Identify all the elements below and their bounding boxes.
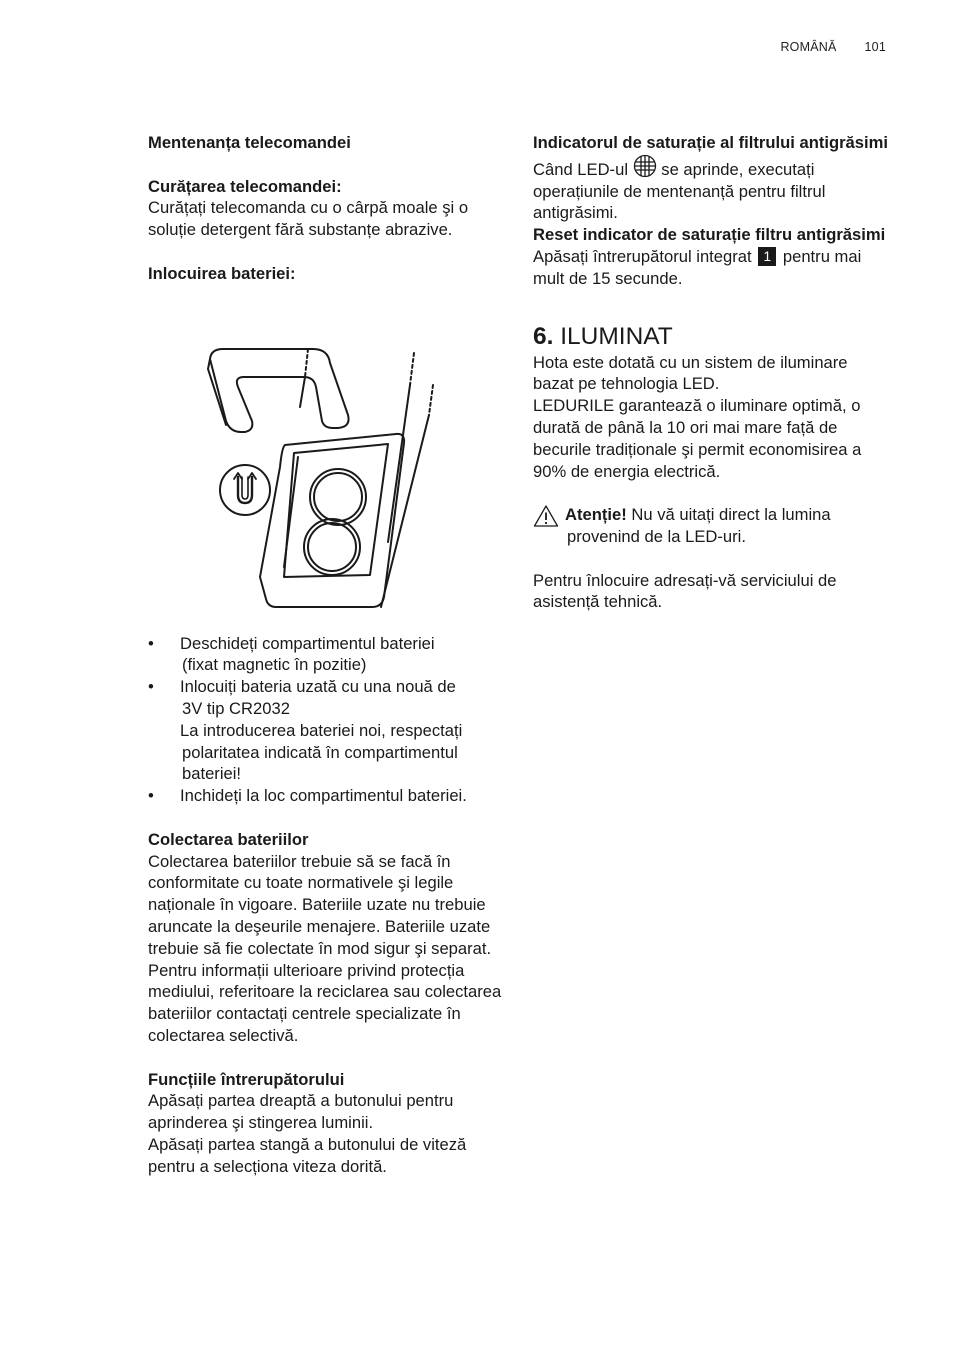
- chapter-number: 6.: [533, 322, 554, 350]
- dashed-guide-line: [429, 385, 433, 415]
- grease-filter-led-icon: [633, 154, 657, 178]
- reset-indicator-title: Reset indicator de saturație filtru antigrăsimi: [533, 225, 886, 245]
- left-column: [148, 132, 508, 1178]
- bullet-2-note-continuation: polaritatea indicată în compartimentul bateriei!: [182, 742, 458, 784]
- page-header: [780, 40, 886, 54]
- list-item: [148, 633, 508, 677]
- warning-label: Atenție!: [565, 505, 627, 525]
- bullet-1-continuation: (fixat magnetic în pozitie): [182, 655, 367, 675]
- cleaning-title: Curățarea telecomandei:: [148, 176, 342, 196]
- reset-indicator-text: [533, 246, 889, 290]
- bullet-3-text: Inchideți la loc compartimentul bateriei.: [180, 786, 467, 806]
- cleaning-text: Curățați telecomanda cu o cârpă moale şi o soluție detergent fără substanțe abrazive.: [148, 198, 469, 240]
- filter-text-after: se aprinde, executați operațiunile de mentenanță pentru filtrul antigrăsimi.: [533, 159, 826, 223]
- bullet-2-note: La introducerea bateriei noi, respectați: [180, 720, 463, 740]
- chapter-heading: [533, 322, 889, 352]
- magnet-symbol: [220, 465, 270, 515]
- battery-title: Inlocuirea bateriei:: [148, 263, 296, 283]
- warning-text-line2: provenind de la LED-uri.: [567, 526, 746, 546]
- warning-text-line1: Nu vă uitați direct la lumina: [631, 505, 831, 525]
- bullet-1-text: Deschideți compartimentul bateriei: [180, 633, 435, 653]
- bullet: •: [148, 786, 154, 806]
- battery-cell-bottom: [304, 519, 360, 575]
- warning-note: [533, 504, 889, 548]
- battery-compartment-drawing: [148, 297, 508, 617]
- maintenance-title: Mentenanța telecomandei: [148, 133, 351, 152]
- bullet: •: [148, 633, 154, 653]
- dashed-guide-line: [410, 353, 414, 385]
- switch-text-2: Apăsați partea stangă a butonului de viteză pentru a selecționa viteza dorită.: [148, 1134, 467, 1176]
- list-item: [148, 676, 508, 785]
- collect-title: Colectarea bateriilor: [148, 829, 309, 849]
- reset-text-after: pentru mai mult de 15 secunde.: [533, 246, 862, 288]
- filter-indicator-title: Indicatorul de saturație al filtrului antigrăsimi: [533, 133, 888, 152]
- remote-battery-illustration: [148, 297, 508, 617]
- collect-text-2: Pentru informații ulterioare privind protecția mediului, referitoare la reciclarea sau colectarea bateriilor contactați centrele specializate în colectarea selectivă.: [148, 960, 502, 1045]
- page-number: 101: [864, 40, 886, 54]
- battery-steps-list: [148, 633, 508, 807]
- lighting-text-1: Hota este dotată cu un sistem de iluminare bazat pe tehnologia LED.: [533, 352, 848, 394]
- collect-text-1: Colectarea bateriilor trebuie să se facă în conformitate cu toate normativele şi legile naționale în vigoare. Bateriile uzate nu trebuie aruncate la deşeurile menajere. Bateriile uzate trebuie să fie colectate în mod sigur şi separat.: [148, 851, 492, 958]
- switch-title: Funcțiile întrerupătorului: [148, 1069, 345, 1089]
- filter-indicator-text: [533, 154, 889, 224]
- bullet: •: [148, 677, 154, 697]
- list-item: [148, 785, 508, 807]
- battery-cover: [210, 349, 349, 432]
- reset-text-before: Apăsați întrerupătorul integrat: [533, 246, 752, 266]
- header-language: ROMÂNĂ: [780, 40, 837, 54]
- warning-triangle-icon: [533, 504, 559, 528]
- bullet-2-text: Inlocuiți bateria uzată cu una nouă de: [180, 677, 456, 697]
- battery-cell-top: [310, 469, 366, 525]
- bullet-2-continuation: 3V tip CR2032: [182, 698, 290, 718]
- right-column: [533, 132, 889, 613]
- switch-text-1: Apăsați partea dreaptă a butonului pentru aprinderea şi stingerea luminii.: [148, 1091, 454, 1133]
- replacement-text: Pentru înlocuire adresați-vă serviciului de asistență tehnică.: [533, 570, 837, 612]
- switch-number-badge: 1: [758, 247, 776, 266]
- filter-text-before: Când LED-ul: [533, 159, 629, 179]
- dashed-guide-line: [305, 349, 308, 377]
- lighting-text-2: LEDURILE garantează o iluminare optimă, o durată de până la 10 ori mai mare față de becurile tradiționale şi permit economisirea a 90% de energia electrică.: [533, 396, 862, 481]
- chapter-title: ILUMINAT: [560, 322, 673, 350]
